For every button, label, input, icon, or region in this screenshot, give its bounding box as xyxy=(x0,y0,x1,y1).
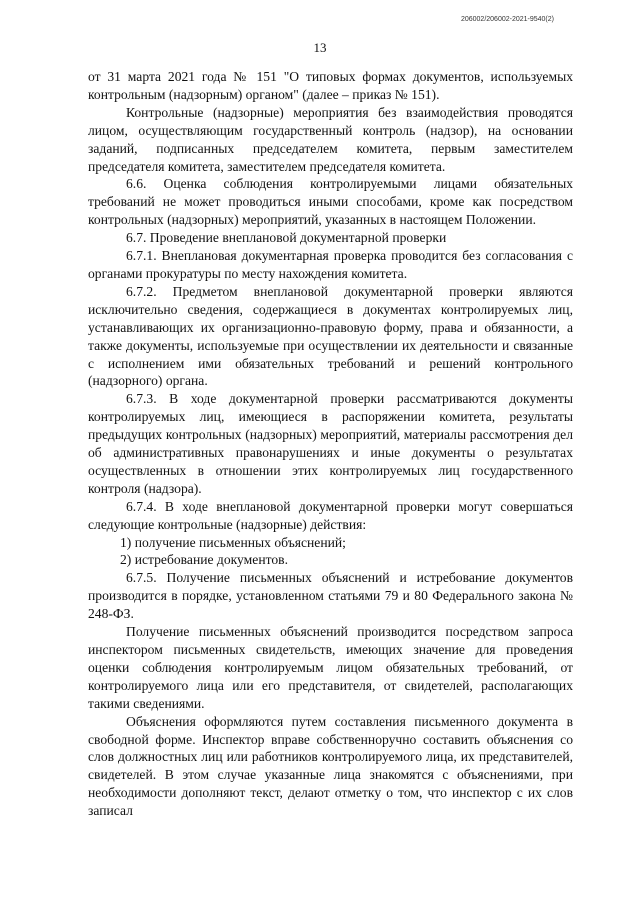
document-id: 206002/206002-2021-9540(2) xyxy=(460,16,554,23)
paragraph-6-7-1: 6.7.1. Внеплановая документарная проверка проводится без согласования с органами прокуратуры по месту нахождения комитета. xyxy=(88,248,573,281)
list-item: 1) получение письменных объяснений; xyxy=(120,534,346,550)
list-item: 2) истребование документов. xyxy=(120,552,288,568)
paragraph-6-7-3: 6.7.3. В ходе документарной проверки рассматриваются документы контролируемых лиц, имеющиеся в распоряжении комитета, результаты предыдущих контрольных (надзорных) мероприятий, материалы рассмотрения дел об административных правонарушениях и иные документы о результатах осуществленных в отношении этих контролируемых лиц государственного контроля (надзора). xyxy=(88,391,573,496)
paragraph-control-without-interaction: Контрольные (надзорные) мероприятия без взаимодействия проводятся лицом, осуществляющим государственный контроль (надзор), на основании заданий, подписанных председателем комитета, первым заместителем председателя комитета, заместителем председателя комитета. xyxy=(88,104,573,174)
document-body xyxy=(88,68,573,820)
section-heading-6-7: 6.7. Проведение внеплановой документарной проверки xyxy=(126,230,447,246)
paragraph-6-7-4: 6.7.4. В ходе внеплановой документарной проверки могут совершаться следующие контрольные (надзорные) действия: xyxy=(88,498,573,532)
paragraph-6-7-5: 6.7.5. Получение письменных объяснений и истребование документов производится в порядке, установленном статьями 79 и 80 Федерального закона № 248-ФЗ. xyxy=(88,570,573,622)
paragraph-order-reference: от 31 марта 2021 года № 151 "О типовых формах документов, используемых контрольным (надзорным) органом" (далее – приказ № 151). xyxy=(88,69,573,102)
page-number: 13 xyxy=(313,40,327,55)
paragraph-written-explanations: Получение письменных объяснений производится посредством запроса инспектором письменных свидетельств, имеющих значение для проведения оценки соблюдения контролируемым лицом обязательных требований, от контролируемого лица или его представителя, от свидетелей, располагающих такими сведениями. xyxy=(88,624,573,711)
paragraph-6-7-2: 6.7.2. Предметом внеплановой документарной проверки являются исключительно сведения, содержащиеся в документах контролируемых лиц, устанавливающих их организационно-правовую форму, права и обязанности, а также документы, используемые при осуществлении их деятельности и связанные с исполнением ими обязательных требований и решений контрольного (надзорного) органа. xyxy=(88,283,573,389)
paragraph-6-6: 6.6. Оценка соблюдения контролируемыми лицами обязательных требований не может проводиться иными способами, кроме как посредством контрольных (надзорных) мероприятий, указанных в настоящем Положении. xyxy=(88,176,573,228)
paragraph-explanations-form: Объяснения оформляются путем составления письменного документа в свободной форме. Инспектор вправе собственноручно составить объяснения со слов должностных лиц или работников контролируемого лица, их представителей, свидетелей. В этом случае указанные лица знакомятся с объяснениями, при необходимости дополняют текст, делают отметку о том, что инспектор с их слов записал xyxy=(88,713,573,819)
